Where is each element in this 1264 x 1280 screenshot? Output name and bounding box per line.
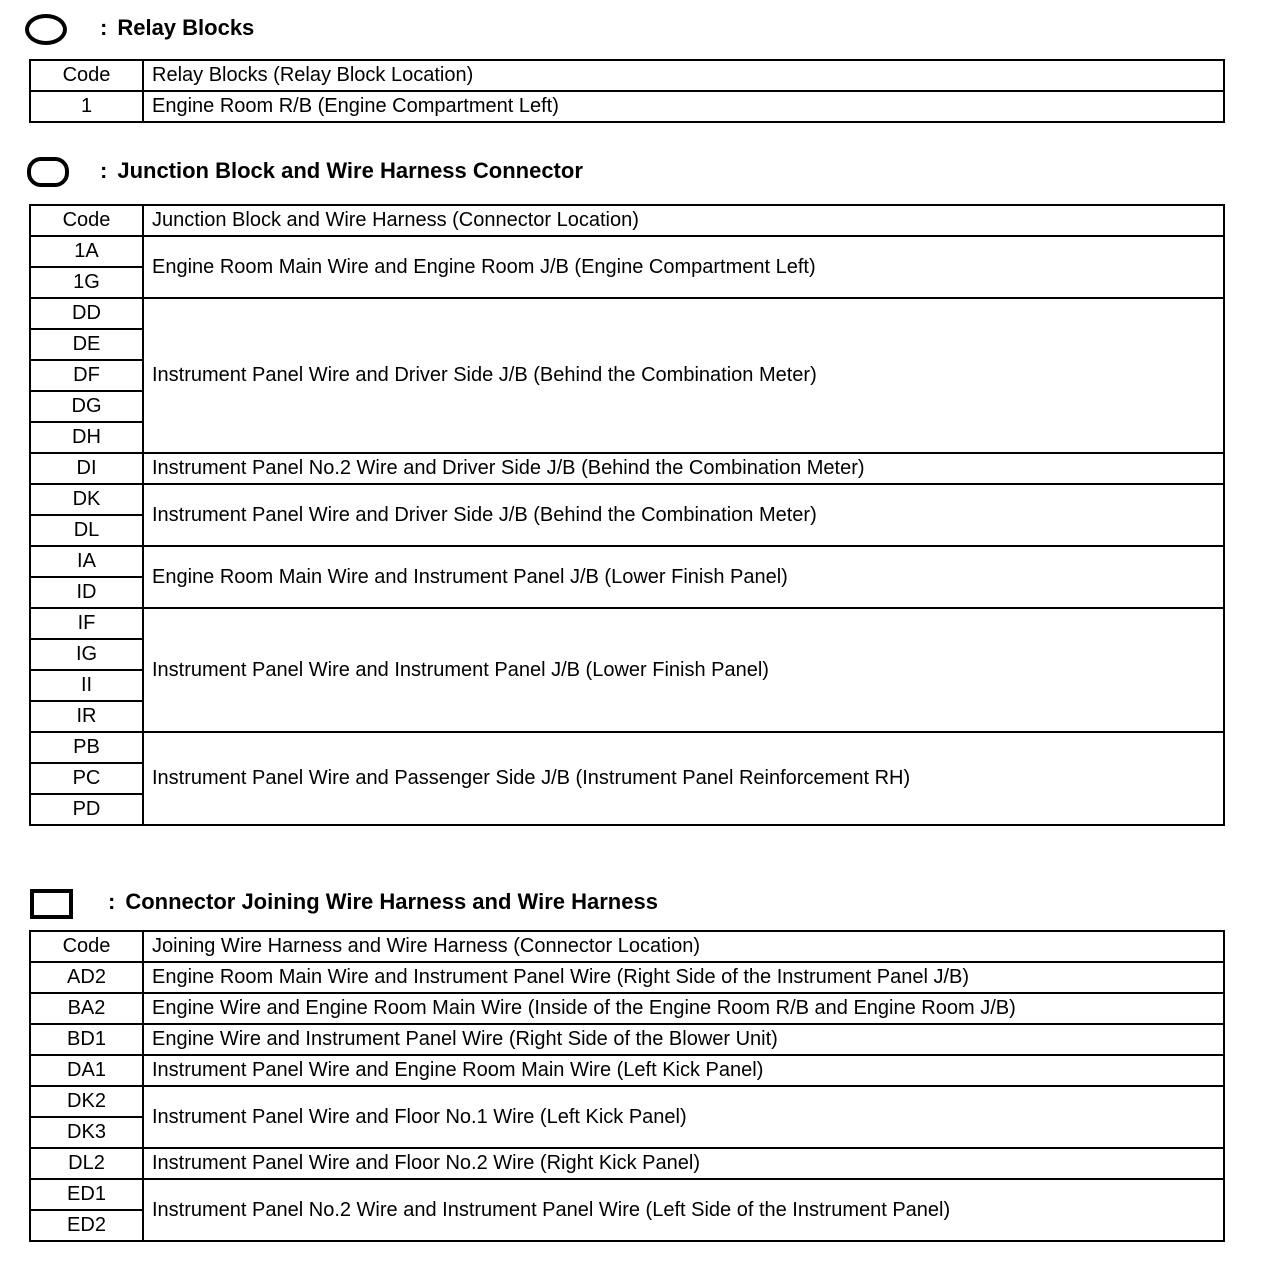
connector-code: DE bbox=[30, 329, 143, 360]
title-colon: : bbox=[100, 15, 108, 40]
title-colon: : bbox=[108, 889, 116, 914]
connector-code: 1A bbox=[30, 236, 143, 267]
connector-code: IG bbox=[30, 639, 143, 670]
table-row bbox=[30, 1055, 1224, 1086]
connector-code: ED1 bbox=[30, 1179, 143, 1210]
table-header-row bbox=[30, 931, 1224, 962]
header-description: Relay Blocks (Relay Block Location) bbox=[143, 60, 1224, 91]
title-colon: : bbox=[100, 158, 108, 183]
location-description: Engine Room Main Wire and Instrument Panel Wire (Right Side of the Instrument Panel J/B) bbox=[143, 962, 1224, 993]
connector-code: DL bbox=[30, 515, 143, 546]
connector-code: DI bbox=[30, 453, 143, 484]
connector-joining-table bbox=[29, 930, 1225, 1242]
square-symbol bbox=[30, 889, 73, 919]
location-description: Engine Wire and Instrument Panel Wire (Right Side of the Blower Unit) bbox=[143, 1024, 1224, 1055]
location-description: Instrument Panel Wire and Floor No.2 Wire (Right Kick Panel) bbox=[143, 1148, 1224, 1179]
rounded-rect-symbol bbox=[27, 157, 69, 187]
location-description: Instrument Panel Wire and Passenger Side J/B (Instrument Panel Reinforcement RH) bbox=[143, 732, 1224, 825]
table-row bbox=[30, 1024, 1224, 1055]
section-title-text: Junction Block and Wire Harness Connector bbox=[117, 158, 583, 183]
connector-code: BA2 bbox=[30, 993, 143, 1024]
oval-symbol bbox=[25, 14, 67, 45]
header-description: Joining Wire Harness and Wire Harness (Connector Location) bbox=[143, 931, 1224, 962]
connector-code: DK bbox=[30, 484, 143, 515]
section-title-junction-block bbox=[100, 160, 583, 182]
table-row bbox=[30, 1148, 1224, 1179]
connector-code: DK3 bbox=[30, 1117, 143, 1148]
location-description: Instrument Panel Wire and Driver Side J/B (Behind the Combination Meter) bbox=[143, 298, 1224, 453]
table-row bbox=[30, 962, 1224, 993]
connector-code: AD2 bbox=[30, 962, 143, 993]
location-description: Instrument Panel Wire and Engine Room Main Wire (Left Kick Panel) bbox=[143, 1055, 1224, 1086]
table-row bbox=[30, 732, 1224, 763]
table-header-row bbox=[30, 205, 1224, 236]
connector-code: DG bbox=[30, 391, 143, 422]
location-description: Engine Room Main Wire and Instrument Panel J/B (Lower Finish Panel) bbox=[143, 546, 1224, 608]
connector-code: ID bbox=[30, 577, 143, 608]
header-code: Code bbox=[30, 931, 143, 962]
header-description: Junction Block and Wire Harness (Connector Location) bbox=[143, 205, 1224, 236]
connector-code: ED2 bbox=[30, 1210, 143, 1241]
connector-code: II bbox=[30, 670, 143, 701]
table-row bbox=[30, 608, 1224, 639]
section-title-relay-blocks bbox=[100, 17, 254, 39]
location-description: Engine Room Main Wire and Engine Room J/B (Engine Compartment Left) bbox=[143, 236, 1224, 298]
table-row bbox=[30, 298, 1224, 329]
connector-code: PC bbox=[30, 763, 143, 794]
table-row bbox=[30, 1086, 1224, 1117]
location-description: Instrument Panel No.2 Wire and Instrument Panel Wire (Left Side of the Instrument Panel) bbox=[143, 1179, 1224, 1241]
section-title-text: Connector Joining Wire Harness and Wire Harness bbox=[125, 889, 658, 914]
section-title-connector-joining bbox=[108, 891, 658, 913]
connector-code: PD bbox=[30, 794, 143, 825]
connector-code: IF bbox=[30, 608, 143, 639]
header-code: Code bbox=[30, 60, 143, 91]
connector-code: DK2 bbox=[30, 1086, 143, 1117]
connector-code: PB bbox=[30, 732, 143, 763]
table-row bbox=[30, 484, 1224, 515]
connector-code: IA bbox=[30, 546, 143, 577]
connector-code: BD1 bbox=[30, 1024, 143, 1055]
connector-code: 1G bbox=[30, 267, 143, 298]
connector-code: DF bbox=[30, 360, 143, 391]
connector-code: DL2 bbox=[30, 1148, 143, 1179]
table-row bbox=[30, 1179, 1224, 1210]
table-row bbox=[30, 993, 1224, 1024]
connector-code: 1 bbox=[30, 91, 143, 122]
table-header-row bbox=[30, 60, 1224, 91]
table-row bbox=[30, 236, 1224, 267]
connector-code: DA1 bbox=[30, 1055, 143, 1086]
relay-blocks-table bbox=[29, 59, 1225, 123]
table-row bbox=[30, 91, 1224, 122]
connector-code: DD bbox=[30, 298, 143, 329]
table-row bbox=[30, 453, 1224, 484]
header-code: Code bbox=[30, 205, 143, 236]
table-row bbox=[30, 546, 1224, 577]
location-description: Engine Room R/B (Engine Compartment Left) bbox=[143, 91, 1224, 122]
location-description: Instrument Panel Wire and Instrument Panel J/B (Lower Finish Panel) bbox=[143, 608, 1224, 732]
location-description: Instrument Panel Wire and Floor No.1 Wire (Left Kick Panel) bbox=[143, 1086, 1224, 1148]
location-description: Instrument Panel Wire and Driver Side J/B (Behind the Combination Meter) bbox=[143, 484, 1224, 546]
section-title-text: Relay Blocks bbox=[117, 15, 255, 40]
connector-code: IR bbox=[30, 701, 143, 732]
connector-code: DH bbox=[30, 422, 143, 453]
junction-block-table bbox=[29, 204, 1225, 826]
location-description: Engine Wire and Engine Room Main Wire (Inside of the Engine Room R/B and Engine Room J/B) bbox=[143, 993, 1224, 1024]
location-description: Instrument Panel No.2 Wire and Driver Side J/B (Behind the Combination Meter) bbox=[143, 453, 1224, 484]
